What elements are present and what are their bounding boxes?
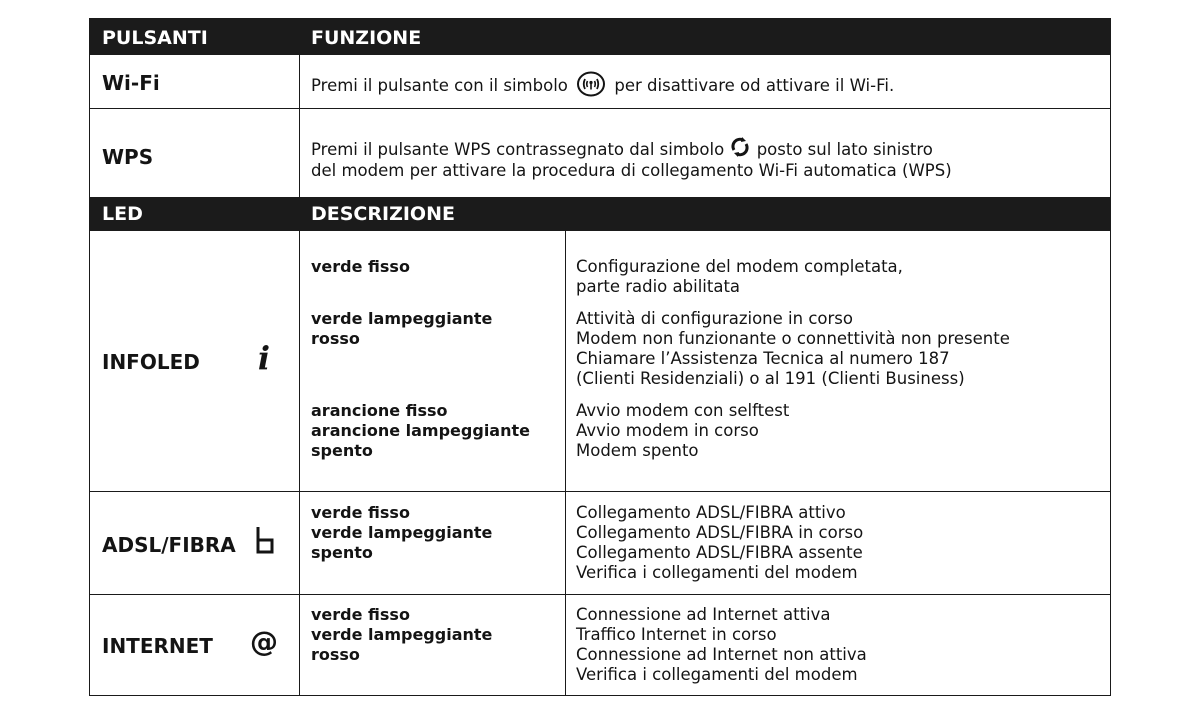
description-line: Collegamento ADSL/FIBRA assente: [576, 543, 863, 562]
infoled-group1-descriptions: [576, 257, 903, 297]
description-line: Avvio modem con selftest: [576, 401, 790, 420]
internet-states: [311, 605, 492, 665]
wps-text-after: posto sul lato sinistro: [756, 140, 933, 159]
internet-descriptions: [576, 605, 867, 685]
header-leds-col2: DESCRIZIONE: [311, 203, 455, 225]
internet-name: INTERNET: [102, 634, 213, 658]
state-label: verde lampeggiante: [311, 625, 493, 644]
modem-reference-table: [89, 18, 1111, 696]
header-buttons: [90, 19, 1110, 55]
description-line: Traffico Internet in corso: [576, 625, 777, 644]
description-line: (Clienti Residenziali) o al 191 (Clienti Business): [576, 369, 965, 388]
state-label: verde fisso: [311, 503, 410, 522]
header-buttons-col1: PULSANTI: [102, 27, 208, 49]
header-leds: [90, 197, 1110, 231]
wps-icon: [730, 137, 750, 162]
description-line: Connessione ad Internet attiva: [576, 605, 831, 624]
description-line: Collegamento ADSL/FIBRA in corso: [576, 523, 864, 542]
state-label: verde lampeggiante: [311, 309, 493, 328]
infoled-name: INFOLED: [102, 350, 200, 374]
wps-description: [311, 137, 952, 181]
wifi-text-before: Premi il pulsante con il simbolo: [311, 76, 568, 95]
description-line: Modem non funzionante o connettività non presente: [576, 329, 1010, 348]
adsl-states: [311, 503, 492, 563]
state-label: spento: [311, 543, 373, 562]
adsl-fibra-icon: [252, 523, 278, 557]
description-line: Chiamare l’Assistenza Tecnica al numero 187: [576, 349, 950, 368]
infoled-group3-states: [311, 401, 530, 461]
adsl-descriptions: [576, 503, 863, 583]
state-label: verde fisso: [311, 257, 410, 276]
state-label: spento: [311, 441, 373, 460]
description-line: Collegamento ADSL/FIBRA attivo: [576, 503, 846, 522]
wps-text-before: Premi il pulsante WPS contrassegnato dal simbolo: [311, 140, 725, 159]
state-label: rosso: [311, 645, 360, 664]
wifi-signal-icon: [576, 71, 606, 102]
state-label: arancione fisso: [311, 401, 448, 420]
infoled-group2-descriptions: [576, 309, 1010, 389]
header-leds-col1: LED: [102, 203, 143, 225]
header-buttons-col2: FUNZIONE: [311, 27, 422, 49]
state-label: verde lampeggiante: [311, 523, 493, 542]
description-line: Attività di configurazione in corso: [576, 309, 853, 328]
description-line: Connessione ad Internet non attiva: [576, 645, 867, 664]
wifi-text-after: per disattivare od attivare il Wi-Fi.: [614, 76, 895, 95]
description-line: Configurazione del modem completata,: [576, 257, 903, 276]
state-label: verde fisso: [311, 605, 410, 624]
description-line: Verifica i collegamenti del modem: [576, 665, 858, 684]
infoled-group2-states: [311, 309, 492, 349]
wps-text-line2: del modem per attivare la procedura di collegamento Wi-Fi automatica (WPS): [311, 161, 952, 180]
wps-name: WPS: [102, 145, 154, 169]
info-icon: i: [257, 339, 271, 377]
description-line: Modem spento: [576, 441, 699, 460]
infoled-group3-descriptions: [576, 401, 789, 461]
adsl-name: ADSL/FIBRA: [102, 533, 236, 557]
wifi-description: [311, 71, 894, 102]
description-line: Verifica i collegamenti del modem: [576, 563, 858, 582]
state-label: arancione lampeggiante: [311, 421, 530, 440]
infoled-group1-states: [311, 257, 410, 277]
state-label: rosso: [311, 329, 360, 348]
description-line: Avvio modem in corso: [576, 421, 759, 440]
at-sign-icon: @: [250, 625, 278, 658]
wifi-name: Wi-Fi: [102, 71, 160, 95]
description-line: parte radio abilitata: [576, 277, 741, 296]
